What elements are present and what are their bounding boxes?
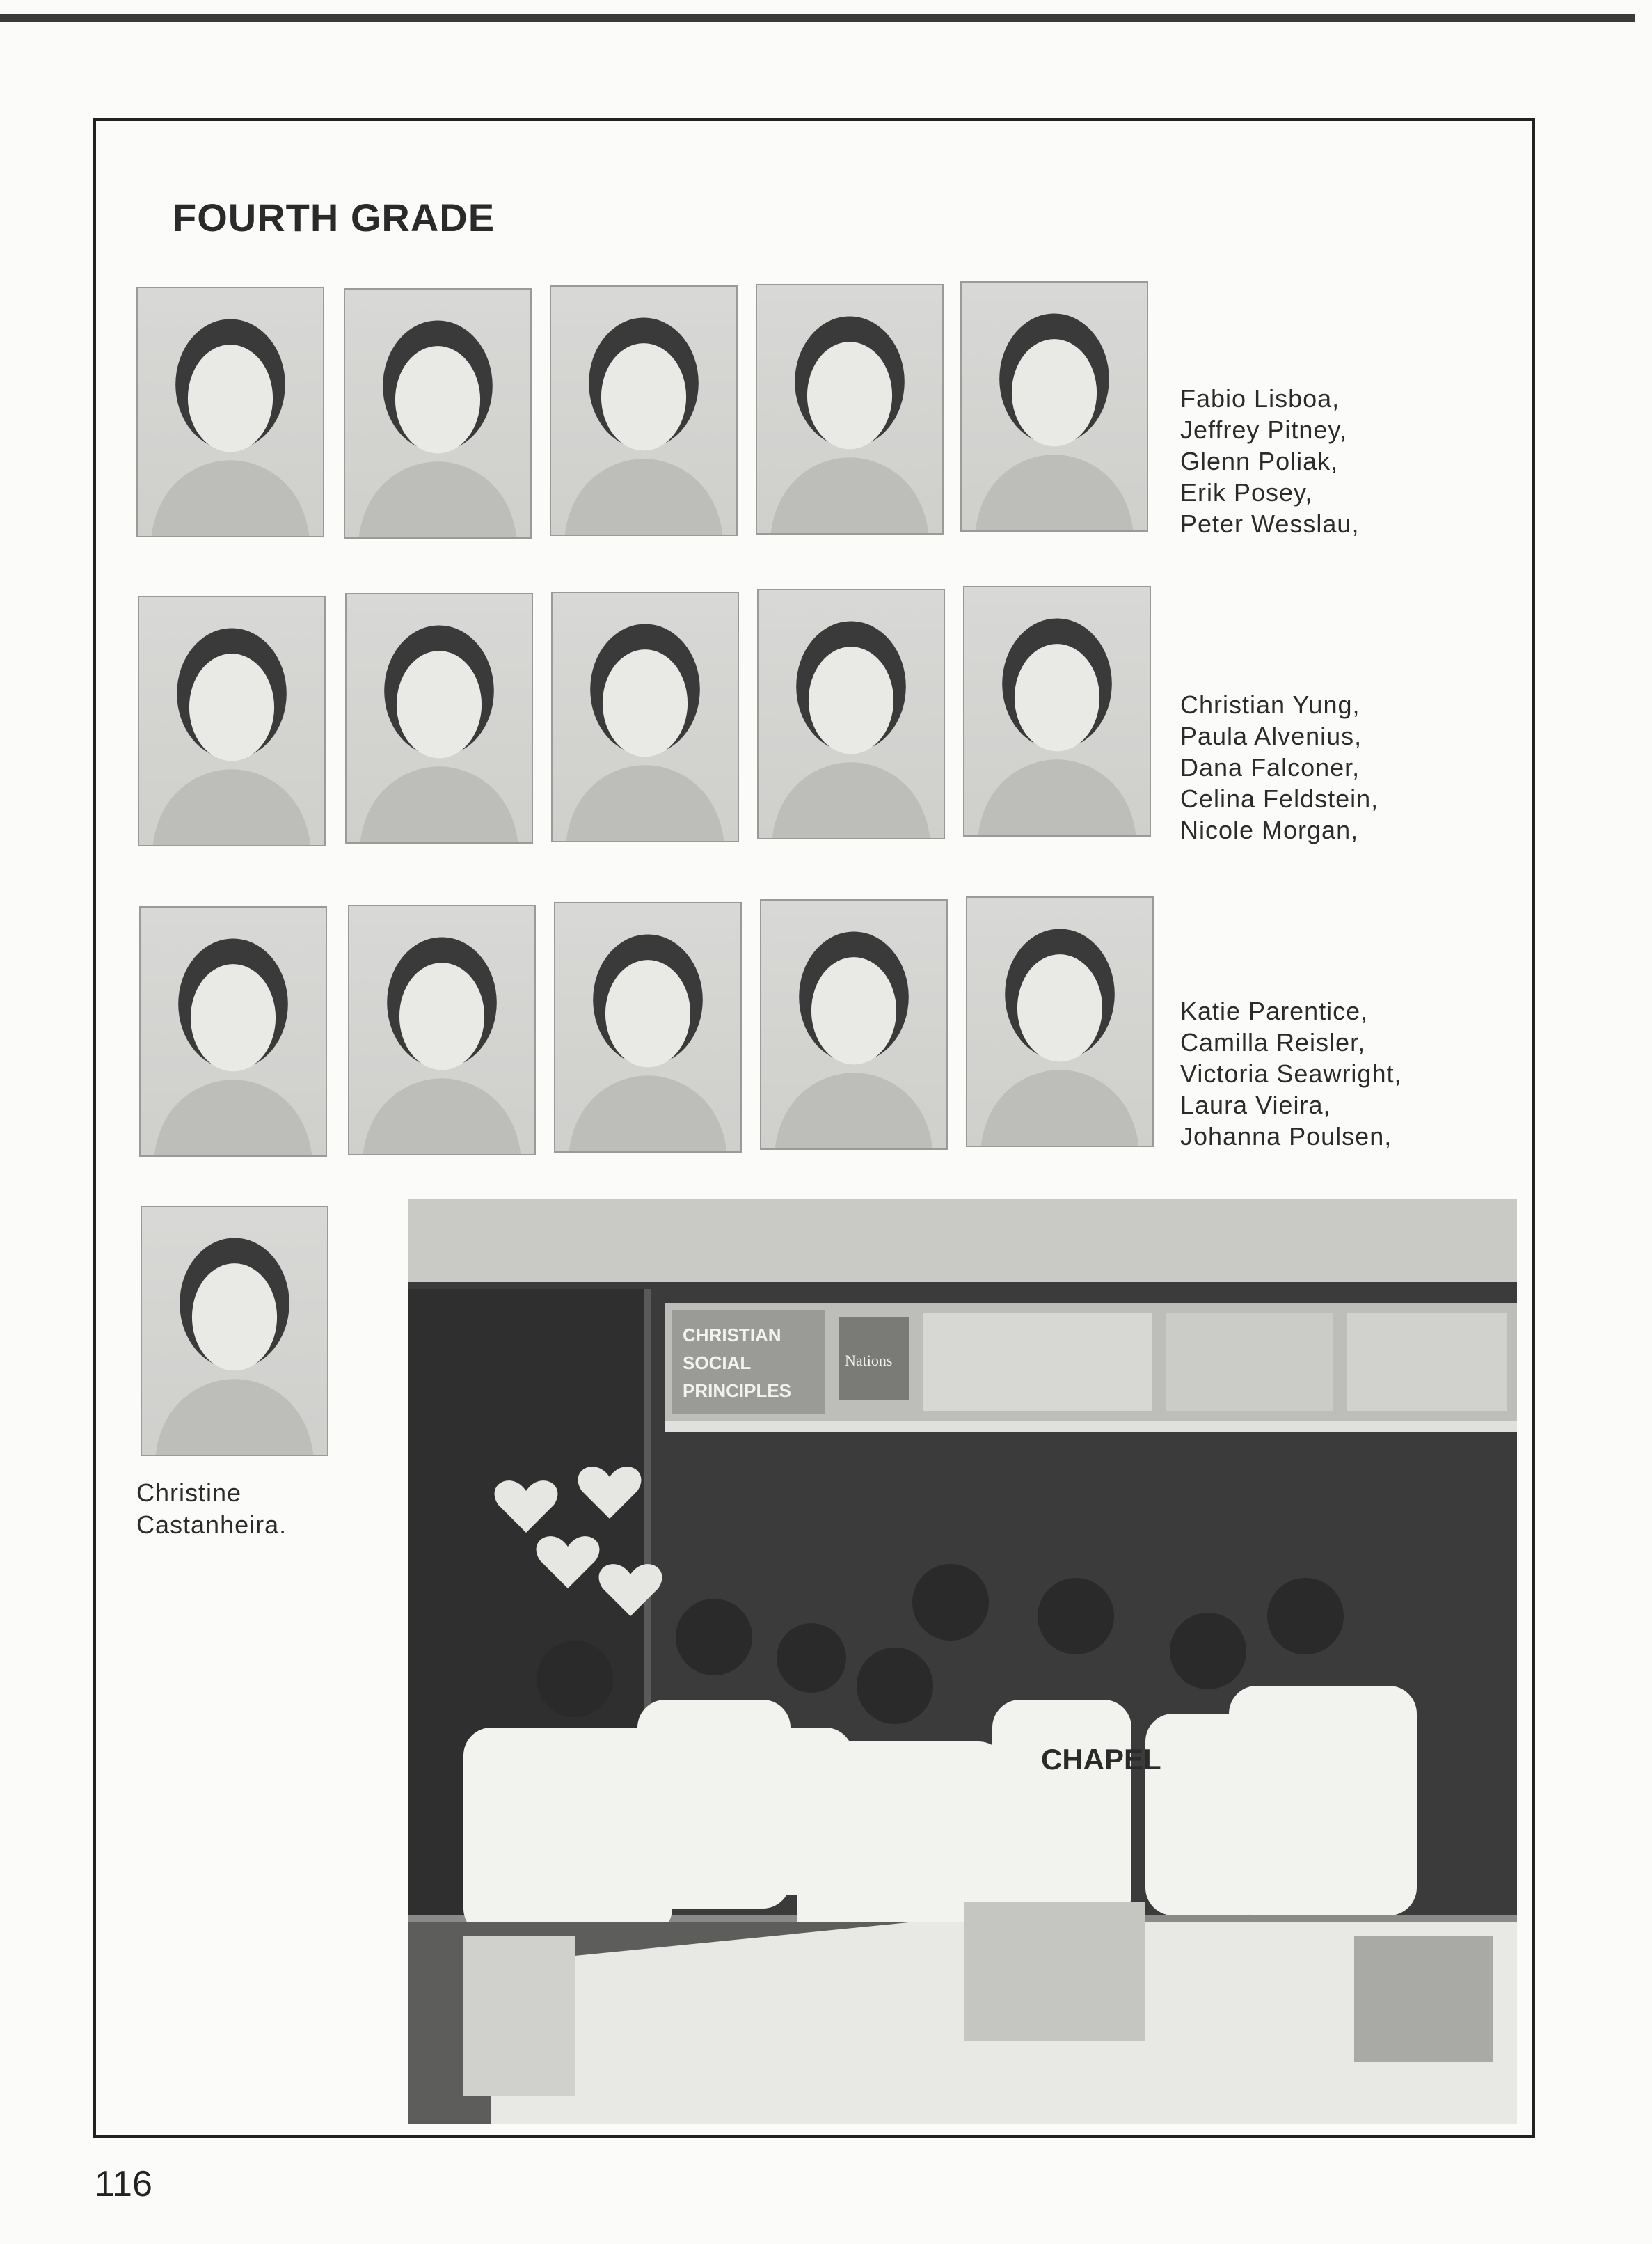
student-name: Katie Parentice, bbox=[1180, 997, 1369, 1025]
student-name: Nicole Morgan, bbox=[1180, 816, 1359, 844]
student-name: Erik Posey, bbox=[1180, 478, 1313, 507]
board-word: CHRISTIAN bbox=[683, 1325, 781, 1345]
portrait-photo bbox=[136, 287, 324, 537]
student-last-name: Castanheira. bbox=[136, 1510, 287, 1539]
portrait-silhouette bbox=[964, 587, 1150, 835]
student-name: Victoria Seawright, bbox=[1180, 1059, 1402, 1088]
portrait-silhouette bbox=[349, 906, 534, 1154]
student-name: Glenn Poliak, bbox=[1180, 447, 1339, 475]
portrait-silhouette bbox=[967, 898, 1152, 1146]
single-portrait-caption bbox=[136, 1477, 366, 1541]
name-list-row-2 bbox=[1180, 689, 1500, 846]
portrait-photo bbox=[966, 896, 1154, 1147]
portrait-photo bbox=[550, 285, 738, 536]
portrait-silhouette bbox=[759, 590, 944, 838]
board-word: Nations bbox=[845, 1352, 893, 1369]
portrait-silhouette bbox=[757, 285, 942, 533]
portrait-photo bbox=[963, 586, 1151, 837]
portrait-silhouette bbox=[138, 288, 323, 536]
name-list-row-1 bbox=[1180, 383, 1500, 539]
student-first-name: Christine bbox=[136, 1478, 242, 1507]
portrait-silhouette bbox=[347, 594, 532, 842]
student-name: Dana Falconer, bbox=[1180, 753, 1360, 782]
top-rule bbox=[0, 14, 1635, 22]
shirt-text: CHAPEL bbox=[1041, 1743, 1161, 1776]
portrait-silhouette bbox=[761, 901, 946, 1148]
portrait-silhouette bbox=[139, 597, 324, 845]
student-name: Camilla Reisler, bbox=[1180, 1028, 1366, 1057]
portrait-silhouette bbox=[962, 283, 1147, 530]
student-name: Peter Wesslau, bbox=[1180, 509, 1360, 538]
portrait-silhouette bbox=[553, 593, 738, 841]
portrait-photo bbox=[344, 288, 532, 539]
portrait-photo bbox=[756, 284, 944, 535]
portrait-silhouette bbox=[555, 903, 740, 1151]
portrait-silhouette bbox=[345, 290, 530, 537]
portrait-silhouette bbox=[551, 287, 736, 535]
portrait-photo bbox=[757, 589, 945, 839]
name-list-row-3 bbox=[1180, 995, 1500, 1152]
portrait-photo bbox=[141, 1206, 328, 1456]
student-name: Christian Yung, bbox=[1180, 690, 1360, 719]
portrait-photo bbox=[554, 902, 742, 1153]
board-word: SOCIAL bbox=[683, 1352, 752, 1373]
portrait-photo bbox=[551, 592, 739, 842]
page-heading: FOURTH GRADE bbox=[173, 196, 495, 239]
portrait-photo bbox=[138, 596, 326, 846]
portrait-photo bbox=[960, 281, 1148, 532]
page-number: 116 bbox=[95, 2164, 152, 2204]
portrait-photo bbox=[348, 905, 536, 1155]
classroom-photo bbox=[408, 1199, 1517, 2124]
student-name: Jeffrey Pitney, bbox=[1180, 416, 1347, 444]
student-name: Johanna Poulsen, bbox=[1180, 1122, 1392, 1151]
student-name: Laura Vieira, bbox=[1180, 1091, 1331, 1119]
portrait-silhouette bbox=[142, 1207, 327, 1455]
board-word: PRINCIPLES bbox=[683, 1380, 792, 1401]
portrait-photo bbox=[345, 593, 533, 844]
portrait-photo bbox=[760, 899, 948, 1150]
student-name: Paula Alvenius, bbox=[1180, 722, 1363, 750]
portrait-photo bbox=[139, 906, 327, 1157]
student-name: Fabio Lisboa, bbox=[1180, 384, 1340, 413]
portrait-silhouette bbox=[141, 908, 326, 1155]
student-name: Celina Feldstein, bbox=[1180, 784, 1379, 813]
